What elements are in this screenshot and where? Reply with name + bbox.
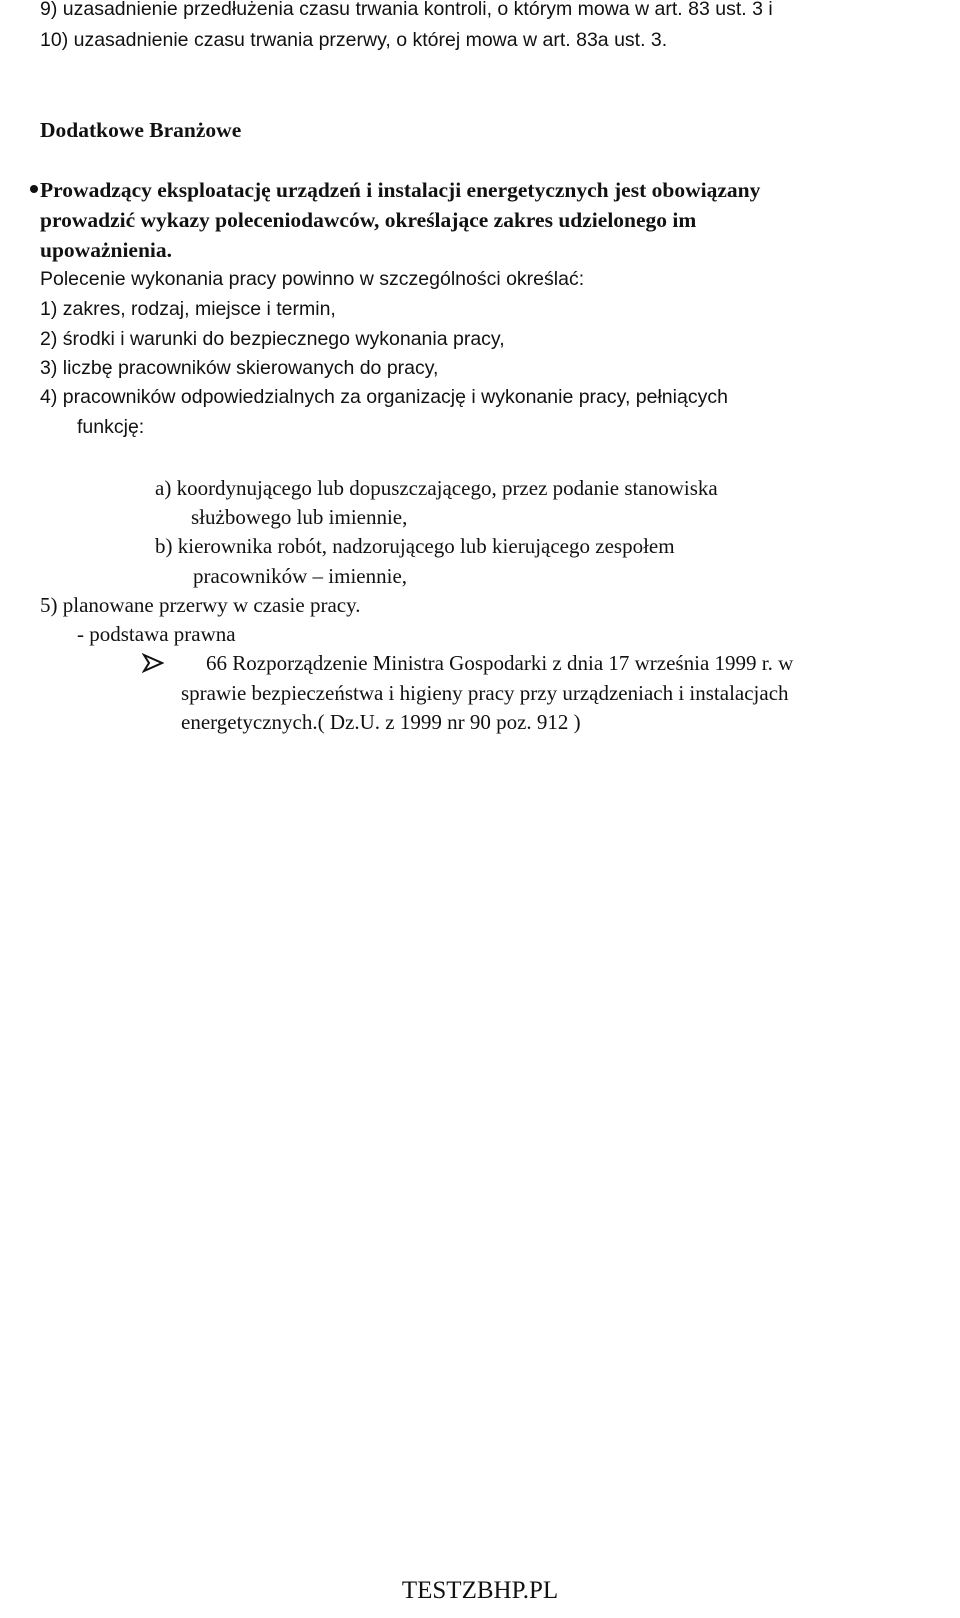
arrowhead-bullet-icon — [142, 653, 164, 673]
bullet-text-line-3: upoważnienia. — [40, 238, 173, 262]
item-4-continuation: funkcję: — [77, 416, 145, 438]
intro-text: Polecenie wykonania pracy powinno w szczególności określać: — [40, 268, 585, 290]
item-4: 4) pracowników odpowiedzialnych za organizację i wykonanie pracy, pełniących — [40, 386, 728, 408]
item-1: 1) zakres, rodzaj, miejsce i termin, — [40, 298, 336, 320]
sub-item-a: a) koordynującego lub dopuszczającego, przez podanie stanowiska — [155, 476, 718, 500]
bullet-icon — [30, 185, 38, 193]
item-9: 9) uzasadnienie przedłużenia czasu trwania kontroli, o którym mowa w art. 83 ust. 3 i — [40, 0, 773, 20]
legal-reference-line-2: sprawie bezpieczeństwa i higieny pracy przy urządzeniach i instalacjach — [181, 681, 789, 705]
legal-reference-line-3: energetycznych.( Dz.U. z 1999 nr 90 poz. 912 ) — [181, 710, 581, 734]
item-3: 3) liczbę pracowników skierowanych do pracy, — [40, 357, 439, 379]
legal-reference-line-1: 66 Rozporządzenie Ministra Gospodarki z dnia 17 września 1999 r. w — [206, 651, 794, 675]
legal-basis-label: - podstawa prawna — [77, 622, 236, 646]
footer-site-name: TESTZBHP.PL — [401, 1577, 559, 1604]
item-10: 10) uzasadnienie czasu trwania przerwy, o której mowa w art. 83a ust. 3. — [40, 29, 668, 51]
item-5: 5) planowane przerwy w czasie pracy. — [40, 593, 361, 617]
sub-item-b-continuation: pracowników – imiennie, — [193, 564, 408, 588]
bullet-text-line-2: prowadzić wykazy poleceniodawców, określające zakres udzielonego im — [40, 208, 697, 232]
item-2: 2) środki i warunki do bezpiecznego wykonania pracy, — [40, 328, 505, 350]
section-heading: Dodatkowe Branżowe — [40, 118, 242, 142]
sub-item-a-continuation: służbowego lub imiennie, — [191, 505, 408, 529]
sub-item-b: b) kierownika robót, nadzorującego lub kierującego zespołem — [155, 534, 675, 558]
bullet-text-line-1: Prowadzący eksploatację urządzeń i instalacji energetycznych jest obowiązany — [40, 178, 761, 202]
